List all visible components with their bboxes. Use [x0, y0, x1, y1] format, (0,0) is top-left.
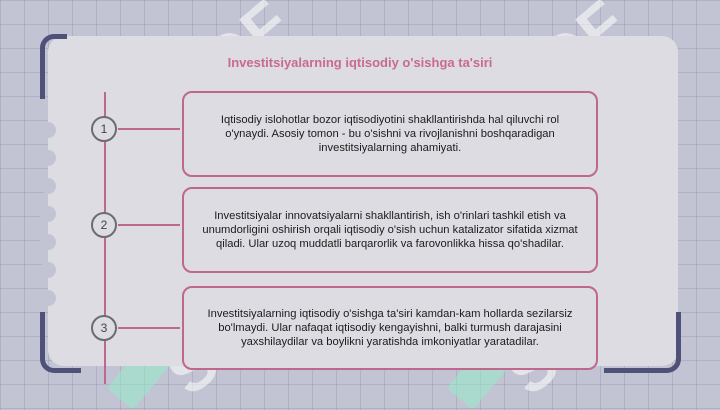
- step-connector: [118, 128, 180, 130]
- step-connector: [118, 327, 180, 329]
- card-notch: [40, 262, 56, 278]
- card-notch: [40, 150, 56, 166]
- step-number-badge: 1: [91, 116, 117, 142]
- card-notch: [40, 206, 56, 222]
- card-notch: [40, 290, 56, 306]
- card-notch: [40, 234, 56, 250]
- step-text-box: Investitsiyalar innovatsiyalarni shakllantirish, ish o'rinlari tashkil etish va unumdorligini oshirish orqali iqtisodiy o'sish uchun katalizator sifatida xizmat qiladi. Ular uzoq muddatli barqarorlik va farovonlikka hissa qo'shadilar.: [182, 187, 598, 273]
- step-number-badge: 3: [91, 315, 117, 341]
- step-text-box: Investitsiyalarning iqtisodiy o'sishga ta'siri kamdan-kam hollarda sezilarsiz bo'lmaydi. Ular nafaqat iqtisodiy kengayishni, balki turmush darajasini yaxshilaydilar va boylikni yaratishda imkoniyatlar yaratadilar.: [182, 286, 598, 370]
- step-number-badge: 2: [91, 212, 117, 238]
- step-text-box: Iqtisodiy islohotlar bozor iqtisodiyotini shakllantirishda hal qiluvchi rol o'ynaydi. Asosiy tomon - bu o'sishni va rivojlanishni boshqaradigan investitsiyalarning ahamiyati.: [182, 91, 598, 177]
- card-notch: [40, 178, 56, 194]
- slide-title: Investitsiyalarning iqtisodiy o'sishga ta'siri: [227, 55, 493, 70]
- step-connector: [118, 224, 180, 226]
- card-notch: [40, 122, 56, 138]
- corner-bracket-bottom-left: [40, 312, 81, 373]
- corner-bracket-top-left: [40, 34, 67, 99]
- corner-bracket-bottom-right: [604, 312, 681, 373]
